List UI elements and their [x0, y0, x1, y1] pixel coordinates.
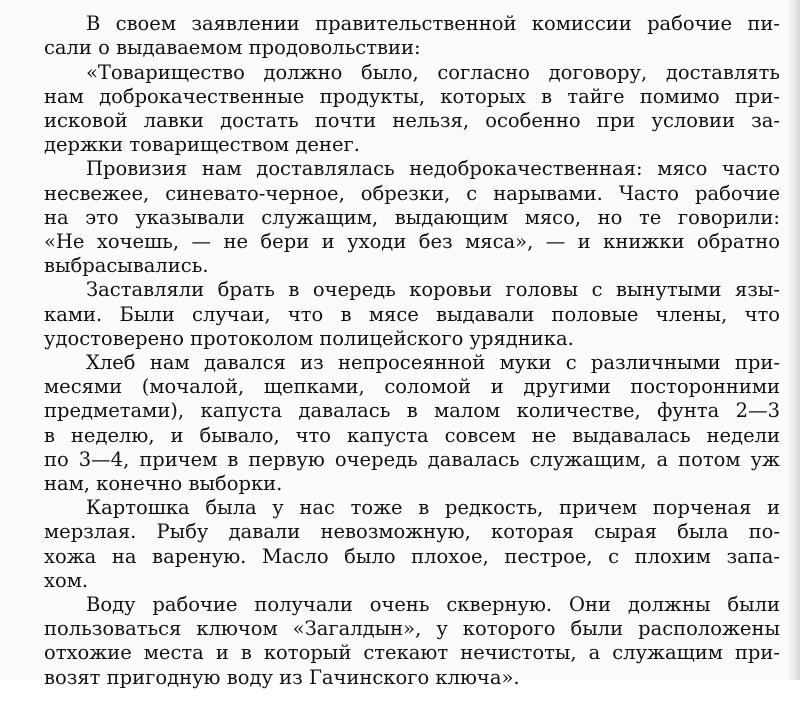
text-line: Заставляли брать в очередь коровьи головы с вынутыми язы- [86, 278, 780, 302]
text-line: предметами), капуста давалась в малом количестве, фунта 2—3 [44, 399, 780, 423]
text-line: нам доброкачественные продукты, которых в тайге помимо при- [44, 84, 780, 108]
text-line: сали о выдаваемом продовольствии: [44, 36, 421, 60]
text-line: «Не хочешь, — не бери и уходи без мяса», — и книжки обратно [44, 230, 780, 254]
text-line: Воду рабочие получали очень скверную. Они должны были [86, 593, 780, 617]
text-line: исковой лавки достать почти нельзя, особенно при условии за- [44, 109, 780, 133]
text-line: несвежее, синевато-черное, обрезки, с нарывами. Часто рабочие [44, 181, 780, 205]
text-line [44, 0, 780, 12]
text-line: мерзлая. Рыбу давали невозможную, которая сырая была по- [44, 520, 780, 544]
text-line: по 3—4, причем в первую очередь давалась служащим, а потом уж [44, 447, 780, 471]
text-line: Картошка была у нас тоже в редкость, причем порченая и [86, 496, 780, 520]
text-line: удостоверено протоколом полицейского урядника. [44, 326, 574, 350]
text-line: пользоваться ключом «Загалдын», у которого были расположены [44, 617, 780, 641]
text-line: Провизия нам доставлялась недоброкачественная: мясо часто [86, 157, 780, 181]
page-edge-shadow [786, 0, 800, 680]
text-line: нам, конечно выборки. [44, 472, 283, 496]
text-line: в неделю, и бывало, что капуста совсем не выдавалась недели [44, 423, 780, 447]
text-line: хом. [44, 568, 89, 592]
text-line: держки товариществом денег. [44, 133, 360, 157]
text-line: на это указывали служащим, выдающим мясо, но те говорили: [44, 205, 780, 229]
text-line: Хлеб нам давался из непросеянной муки с различными при- [86, 351, 780, 375]
text-line: «Товарищество должно было, согласно договору, доставлять [86, 60, 780, 84]
text-line: отхожие места и в который стекают нечистоты, а служащим при- [44, 641, 780, 665]
text-line: выбрасывались. [44, 254, 209, 278]
text-line: возят пригодную воду из Гачинского ключа». [44, 665, 520, 689]
text-line: хожа на вареную. Масло было плохое, пестрое, с плохим запа- [44, 544, 780, 568]
text-line [44, 690, 780, 714]
text-line: месями (мочалой, щепками, соломой и другими посторонними [44, 375, 780, 399]
text-line: В своем заявлении правительственной комиссии рабочие пи- [86, 12, 780, 36]
text-column [44, 0, 780, 714]
document-text [44, 0, 780, 714]
text-line: ками. Были случаи, что в мясе выдавали половые члены, что [44, 302, 780, 326]
